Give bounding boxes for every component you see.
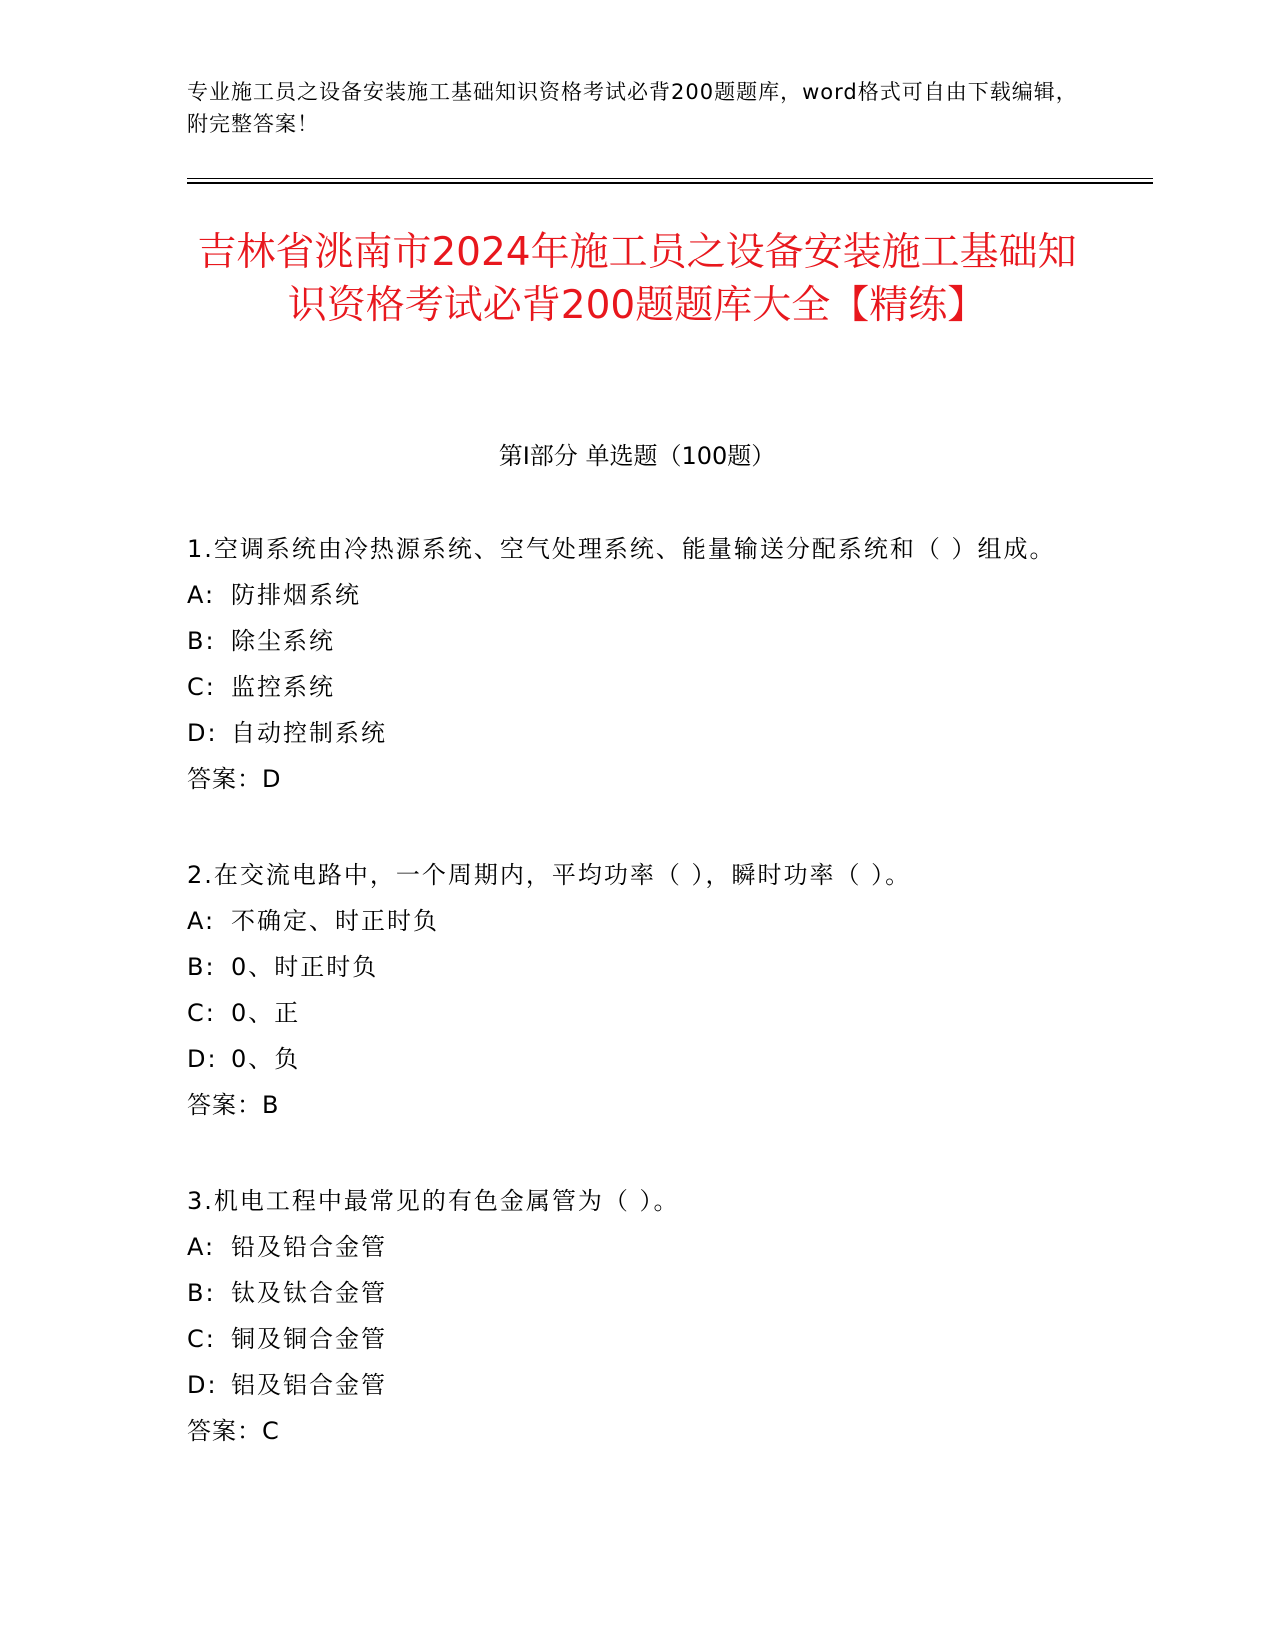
option-text: 铅及铅合金管 bbox=[231, 1233, 387, 1261]
option-letter: D: bbox=[187, 719, 218, 747]
question-option bbox=[187, 1224, 1087, 1270]
option-letter: B: bbox=[187, 627, 216, 655]
option-letter: C: bbox=[187, 673, 216, 701]
option-text: 除尘系统 bbox=[231, 627, 335, 655]
option-letter: B: bbox=[187, 1279, 216, 1307]
option-letter: A: bbox=[187, 907, 216, 935]
question-item bbox=[187, 852, 1087, 1128]
question-option bbox=[187, 710, 1087, 756]
question-option bbox=[187, 944, 1087, 990]
option-letter: C: bbox=[187, 1325, 216, 1353]
option-letter: A: bbox=[187, 581, 216, 609]
question-answer: 答案：D bbox=[187, 765, 282, 793]
question-stem: 2.在交流电路中，一个周期内，平均功率（ ），瞬时功率（ ）。 bbox=[187, 861, 912, 889]
option-text: 0、负 bbox=[231, 1045, 301, 1073]
header-divider-thin bbox=[187, 178, 1153, 179]
question-stem: 1.空调系统由冷热源系统、空气处理系统、能量输送分配系统和（ ）组成。 bbox=[187, 535, 1056, 563]
option-text: 不确定、时正时负 bbox=[231, 907, 439, 935]
option-text: 铜及铜合金管 bbox=[231, 1325, 387, 1353]
header-note: 专业施工员之设备安装施工基础知识资格考试必背200题题库，word格式可自由下载编辑，附完整答案！ bbox=[187, 80, 1078, 136]
question-list bbox=[187, 526, 1087, 1504]
option-letter: B: bbox=[187, 953, 216, 981]
option-text: 0、时正时负 bbox=[231, 953, 379, 981]
question-option bbox=[187, 1316, 1087, 1362]
document-title: 吉林省洮南市2024年施工员之设备安装施工基础知识资格考试必背200题题库大全【精练】 bbox=[197, 230, 1077, 328]
question-answer: 答案：B bbox=[187, 1091, 280, 1119]
option-text: 自动控制系统 bbox=[231, 719, 387, 747]
question-option bbox=[187, 1036, 1087, 1082]
option-letter: C: bbox=[187, 999, 216, 1027]
question-item bbox=[187, 526, 1087, 802]
option-letter: D: bbox=[187, 1371, 218, 1399]
option-text: 0、正 bbox=[231, 999, 301, 1027]
question-option bbox=[187, 1270, 1087, 1316]
option-text: 钛及钛合金管 bbox=[231, 1279, 387, 1307]
option-text: 铝及铝合金管 bbox=[231, 1371, 387, 1399]
option-letter: A: bbox=[187, 1233, 216, 1261]
option-text: 监控系统 bbox=[231, 673, 335, 701]
question-option bbox=[187, 1362, 1087, 1408]
question-option bbox=[187, 898, 1087, 944]
question-option bbox=[187, 618, 1087, 664]
question-item bbox=[187, 1178, 1087, 1454]
option-text: 防排烟系统 bbox=[231, 581, 361, 609]
question-option bbox=[187, 664, 1087, 710]
question-stem: 3.机电工程中最常见的有色金属管为（ ）。 bbox=[187, 1187, 680, 1215]
option-letter: D: bbox=[187, 1045, 218, 1073]
section-heading: 第Ⅰ部分 单选题（100题） bbox=[498, 442, 776, 470]
question-option bbox=[187, 572, 1087, 618]
question-answer: 答案：C bbox=[187, 1417, 280, 1445]
header-divider-thick bbox=[187, 182, 1153, 184]
question-option bbox=[187, 990, 1087, 1036]
